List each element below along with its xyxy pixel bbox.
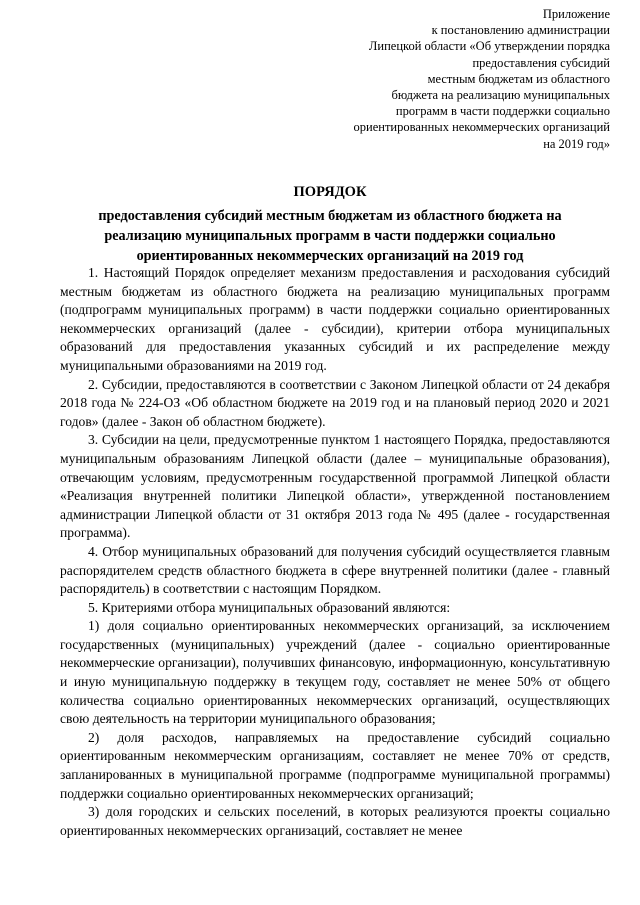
criterion-1: 1) доля социально ориентированных некоммерческих организаций, за исключением государственных (муниципальных) учреждений (далее - социально ориентированные некоммерческие организации), получивших финансовую, информационную, консультативную и иную муниципальную поддержку в текущем году, составляет не менее 50% от общего количества социально ориентированных некоммерческих организаций, осуществляющих свою деятельность на территории муниципального образования;	[60, 618, 610, 727]
appendix-line: на 2019 год»	[543, 136, 610, 151]
paragraph-5: 5. Критериями отбора муниципальных образований являются:	[88, 599, 451, 615]
appendix-line: Липецкой области «Об утверждении порядка	[368, 39, 610, 54]
paragraph-1: 1. Настоящий Порядок определяет механизм предоставления и расходования субсидий местным бюджетам из областного бюджета на реализацию муниципальных программ (подпрограмм муниципальных программ) в части поддержки социально ориентированных некоммерческих организаций (далее - субсидии), критерии отбора муниципальных образований для предоставления указанных субсидий и их распределение между муниципальными образованиями на 2019 год.	[60, 265, 610, 373]
appendix-line: бюджета на реализацию муниципальных	[391, 88, 610, 103]
appendix-header	[310, 6, 610, 152]
document-title	[60, 182, 600, 266]
paragraph-4: 4. Отбор муниципальных образований для получения субсидий осуществляется главным распорядителем средств областного бюджета в сфере внутренней политики (далее - главный распорядитель) в соответствии с настоящим Порядком.	[60, 543, 610, 597]
criterion-2: 2) доля расходов, направляемых на предоставление субсидий социально ориентированным некоммерческим организациям, составляет не менее 70% от средств, запланированных в муниципальной программе (подпрограмме муниципальной программы) поддержки социально ориентированных некоммерческих организаций;	[60, 729, 610, 801]
title-line: предоставления субсидий местным бюджетам из областного бюджета на	[98, 208, 562, 224]
paragraph-2: 2. Субсидии, предоставляются в соответствии с Законом Липецкой области от 24 декабря 2018 года № 224-ОЗ «Об областном бюджете на 2019 год и на плановый период 2020 и 2021 годов» (далее - Закон об областном бюджете).	[60, 376, 610, 429]
appendix-line: предоставления субсидий	[472, 55, 610, 70]
appendix-line: программ в части поддержки социально	[395, 104, 610, 119]
appendix-line: к постановлению администрации	[431, 23, 610, 38]
appendix-line: местным бюджетам из областного	[427, 71, 610, 86]
document-body	[60, 264, 610, 840]
title-main: ПОРЯДОК	[293, 184, 367, 200]
appendix-line: Приложение	[542, 7, 610, 21]
criterion-3: 3) доля городских и сельских поселений, в которых реализуются проекты социально ориентированных некоммерческих организаций, составляет не менее	[60, 804, 610, 838]
paragraph-3: 3. Субсидии на цели, предусмотренные пунктом 1 настоящего Порядка, предоставляются муниципальным образованиям Липецкой области (далее – муниципальные образования), отвечающим условиям, предусмотренным государственной программой Липецкой области «Реализация внутренней политики Липецкой области», утвержденной постановлением администрации Липецкой области от 31 октября 2013 года № 495 (далее - государственная программа).	[60, 432, 610, 541]
title-line: реализацию муниципальных программ в части поддержки социально	[104, 228, 556, 244]
title-line: ориентированных некоммерческих организаций на 2019 год	[136, 248, 524, 264]
appendix-line: ориентированных некоммерческих организаций	[353, 120, 610, 135]
